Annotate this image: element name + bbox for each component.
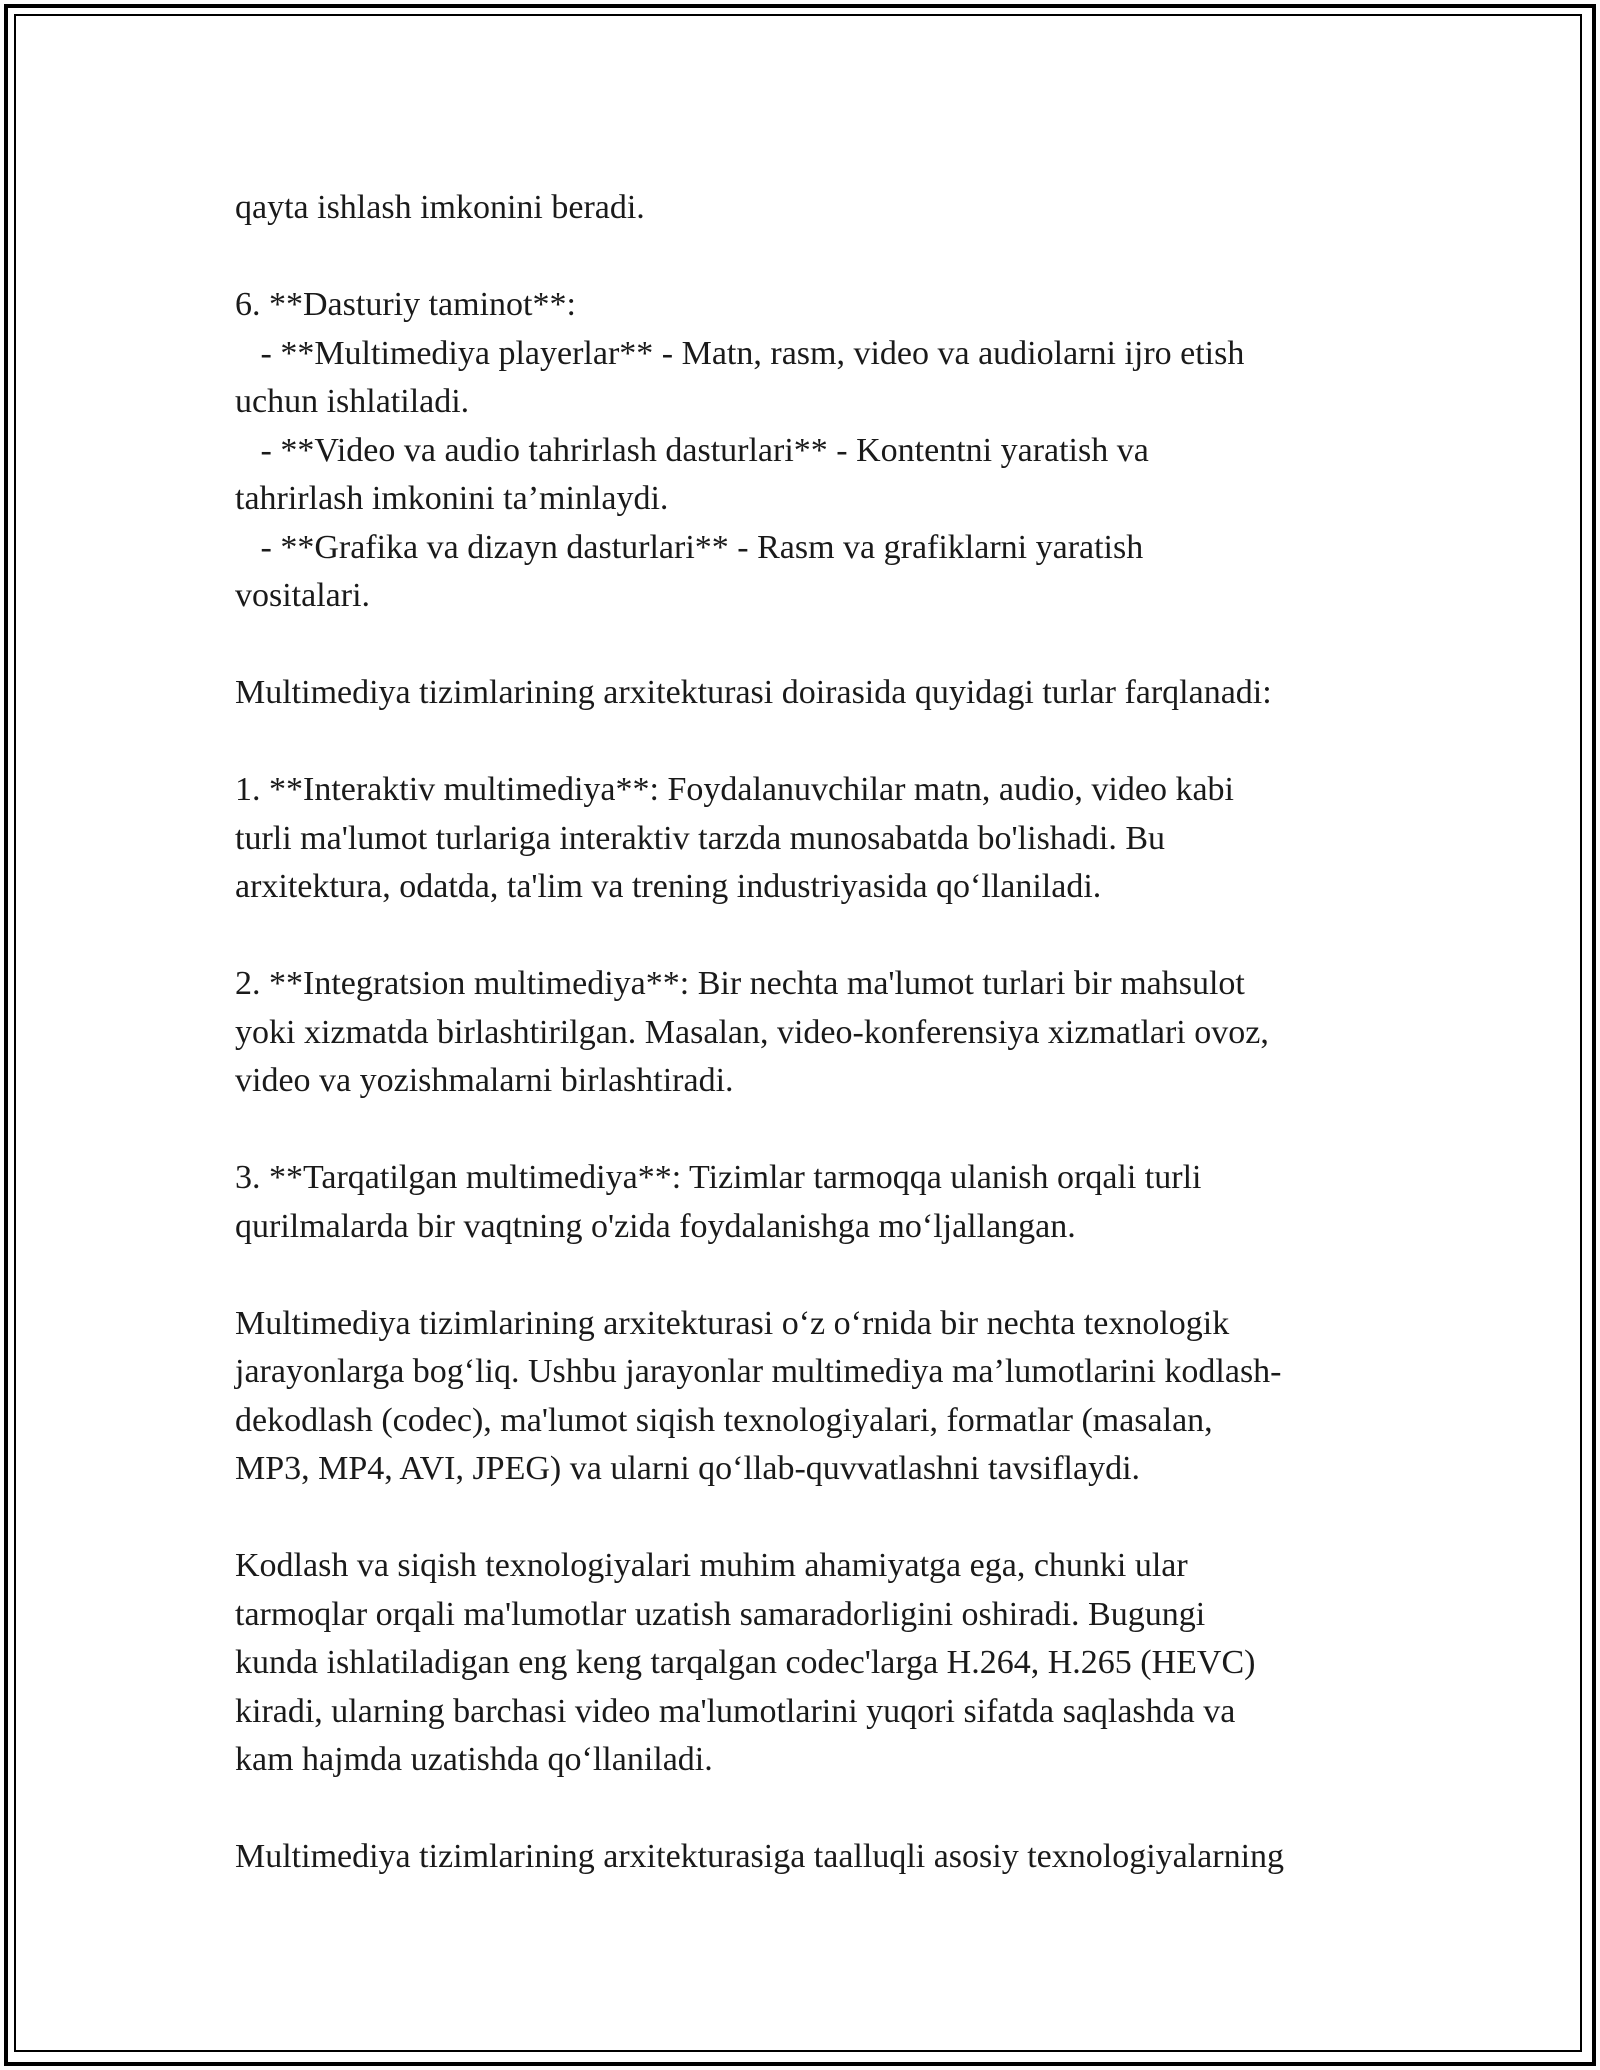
numbered-item: 2. **Integratsion multimediya**: Bir nechta ma'lumot turlari bir mahsulot — [235, 965, 1245, 1002]
paragraph-line: Multimediya tizimlarining arxitekturasi o‘z o‘rnida bir nechta texnologik — [235, 1304, 1230, 1342]
numbered-item: 3. **Tarqatilgan multimediya**: Tizimlar tarmoqqa ulanish orqali turli — [235, 1159, 1202, 1196]
numbered-item: 1. **Interaktiv multimediya**: Foydalanuvchilar matn, audio, video kabi — [235, 771, 1234, 808]
section-heading: 6. **Dasturiy taminot**: — [235, 286, 576, 323]
text-line: arxitektura, odatda, ta'lim va trening industriyasida qo‘llaniladi. — [235, 868, 1102, 905]
text-line: tarmoqlar orqali ma'lumotlar uzatish samaradorligini oshiradi. Bugungi — [235, 1595, 1206, 1633]
blank-line — [235, 1251, 1385, 1300]
text-line: qayta ishlash imkonini beradi. — [235, 189, 645, 226]
blank-line — [235, 718, 1385, 767]
list-item: - **Video va audio tahrirlash dasturlari** - Kontentni yaratish va — [235, 431, 1149, 469]
text-line: yoki xizmatda birlashtirilgan. Masalan, video-konferensiya xizmatlari ovoz, — [235, 1013, 1269, 1051]
blank-line — [235, 912, 1385, 961]
paragraph-line: Multimediya tizimlarining arxitekturasi doirasida quyidagi turlar farqlanadi: — [235, 674, 1272, 711]
text-line: kiradi, ularning barchasi video ma'lumotlarini yuqori sifatda saqlashda va — [235, 1692, 1236, 1730]
list-item: - **Grafika va dizayn dasturlari** - Rasm va grafiklarni yaratish — [235, 528, 1144, 566]
paragraph-line: Multimediya tizimlarining arxitekturasiga taalluqli asosiy texnologiyalarning — [235, 1838, 1285, 1875]
blank-line — [235, 1494, 1385, 1543]
text-line: video va yozishmalarni birlashtiradi. — [235, 1062, 734, 1099]
text-line: dekodlash (codec), ma'lumot siqish texnologiyalari, formatlar (masalan, — [235, 1401, 1213, 1439]
text-line: kunda ishlatiladigan eng keng tarqalgan codec'larga H.264, H.265 (HEVC) — [235, 1644, 1256, 1681]
text-line: jarayonlarga bog‘liq. Ushbu jarayonlar multimediya ma’lumotlarini kodlash- — [235, 1353, 1282, 1390]
text-line: vositalari. — [235, 577, 371, 614]
paragraph-line: Kodlash va siqish texnologiyalari muhim ahamiyatga ega, chunki ular — [235, 1547, 1188, 1584]
text-line: turli ma'lumot turlariga interaktiv tarzda munosabatda bo'lishadi. Bu — [235, 819, 1166, 857]
blank-line — [235, 233, 1385, 282]
text-line: MP3, MP4, AVI, JPEG) va ularni qo‘llab-quvvatlashni tavsiflaydi. — [235, 1450, 1141, 1487]
blank-line — [235, 621, 1385, 670]
list-item: - **Multimediya playerlar** - Matn, rasm, video va audiolarni ijro etish — [235, 334, 1245, 372]
text-line: kam hajmda uzatishda qo‘llaniladi. — [235, 1741, 713, 1778]
document-body — [235, 184, 1385, 1882]
blank-line — [235, 1785, 1385, 1834]
text-line: tahrirlash imkonini ta’minlaydi. — [235, 480, 669, 517]
blank-line — [235, 1106, 1385, 1155]
text-line: uchun ishlatiladi. — [235, 383, 470, 420]
text-line: qurilmalarda bir vaqtning o'zida foydalanishga mo‘ljallangan. — [235, 1207, 1076, 1245]
